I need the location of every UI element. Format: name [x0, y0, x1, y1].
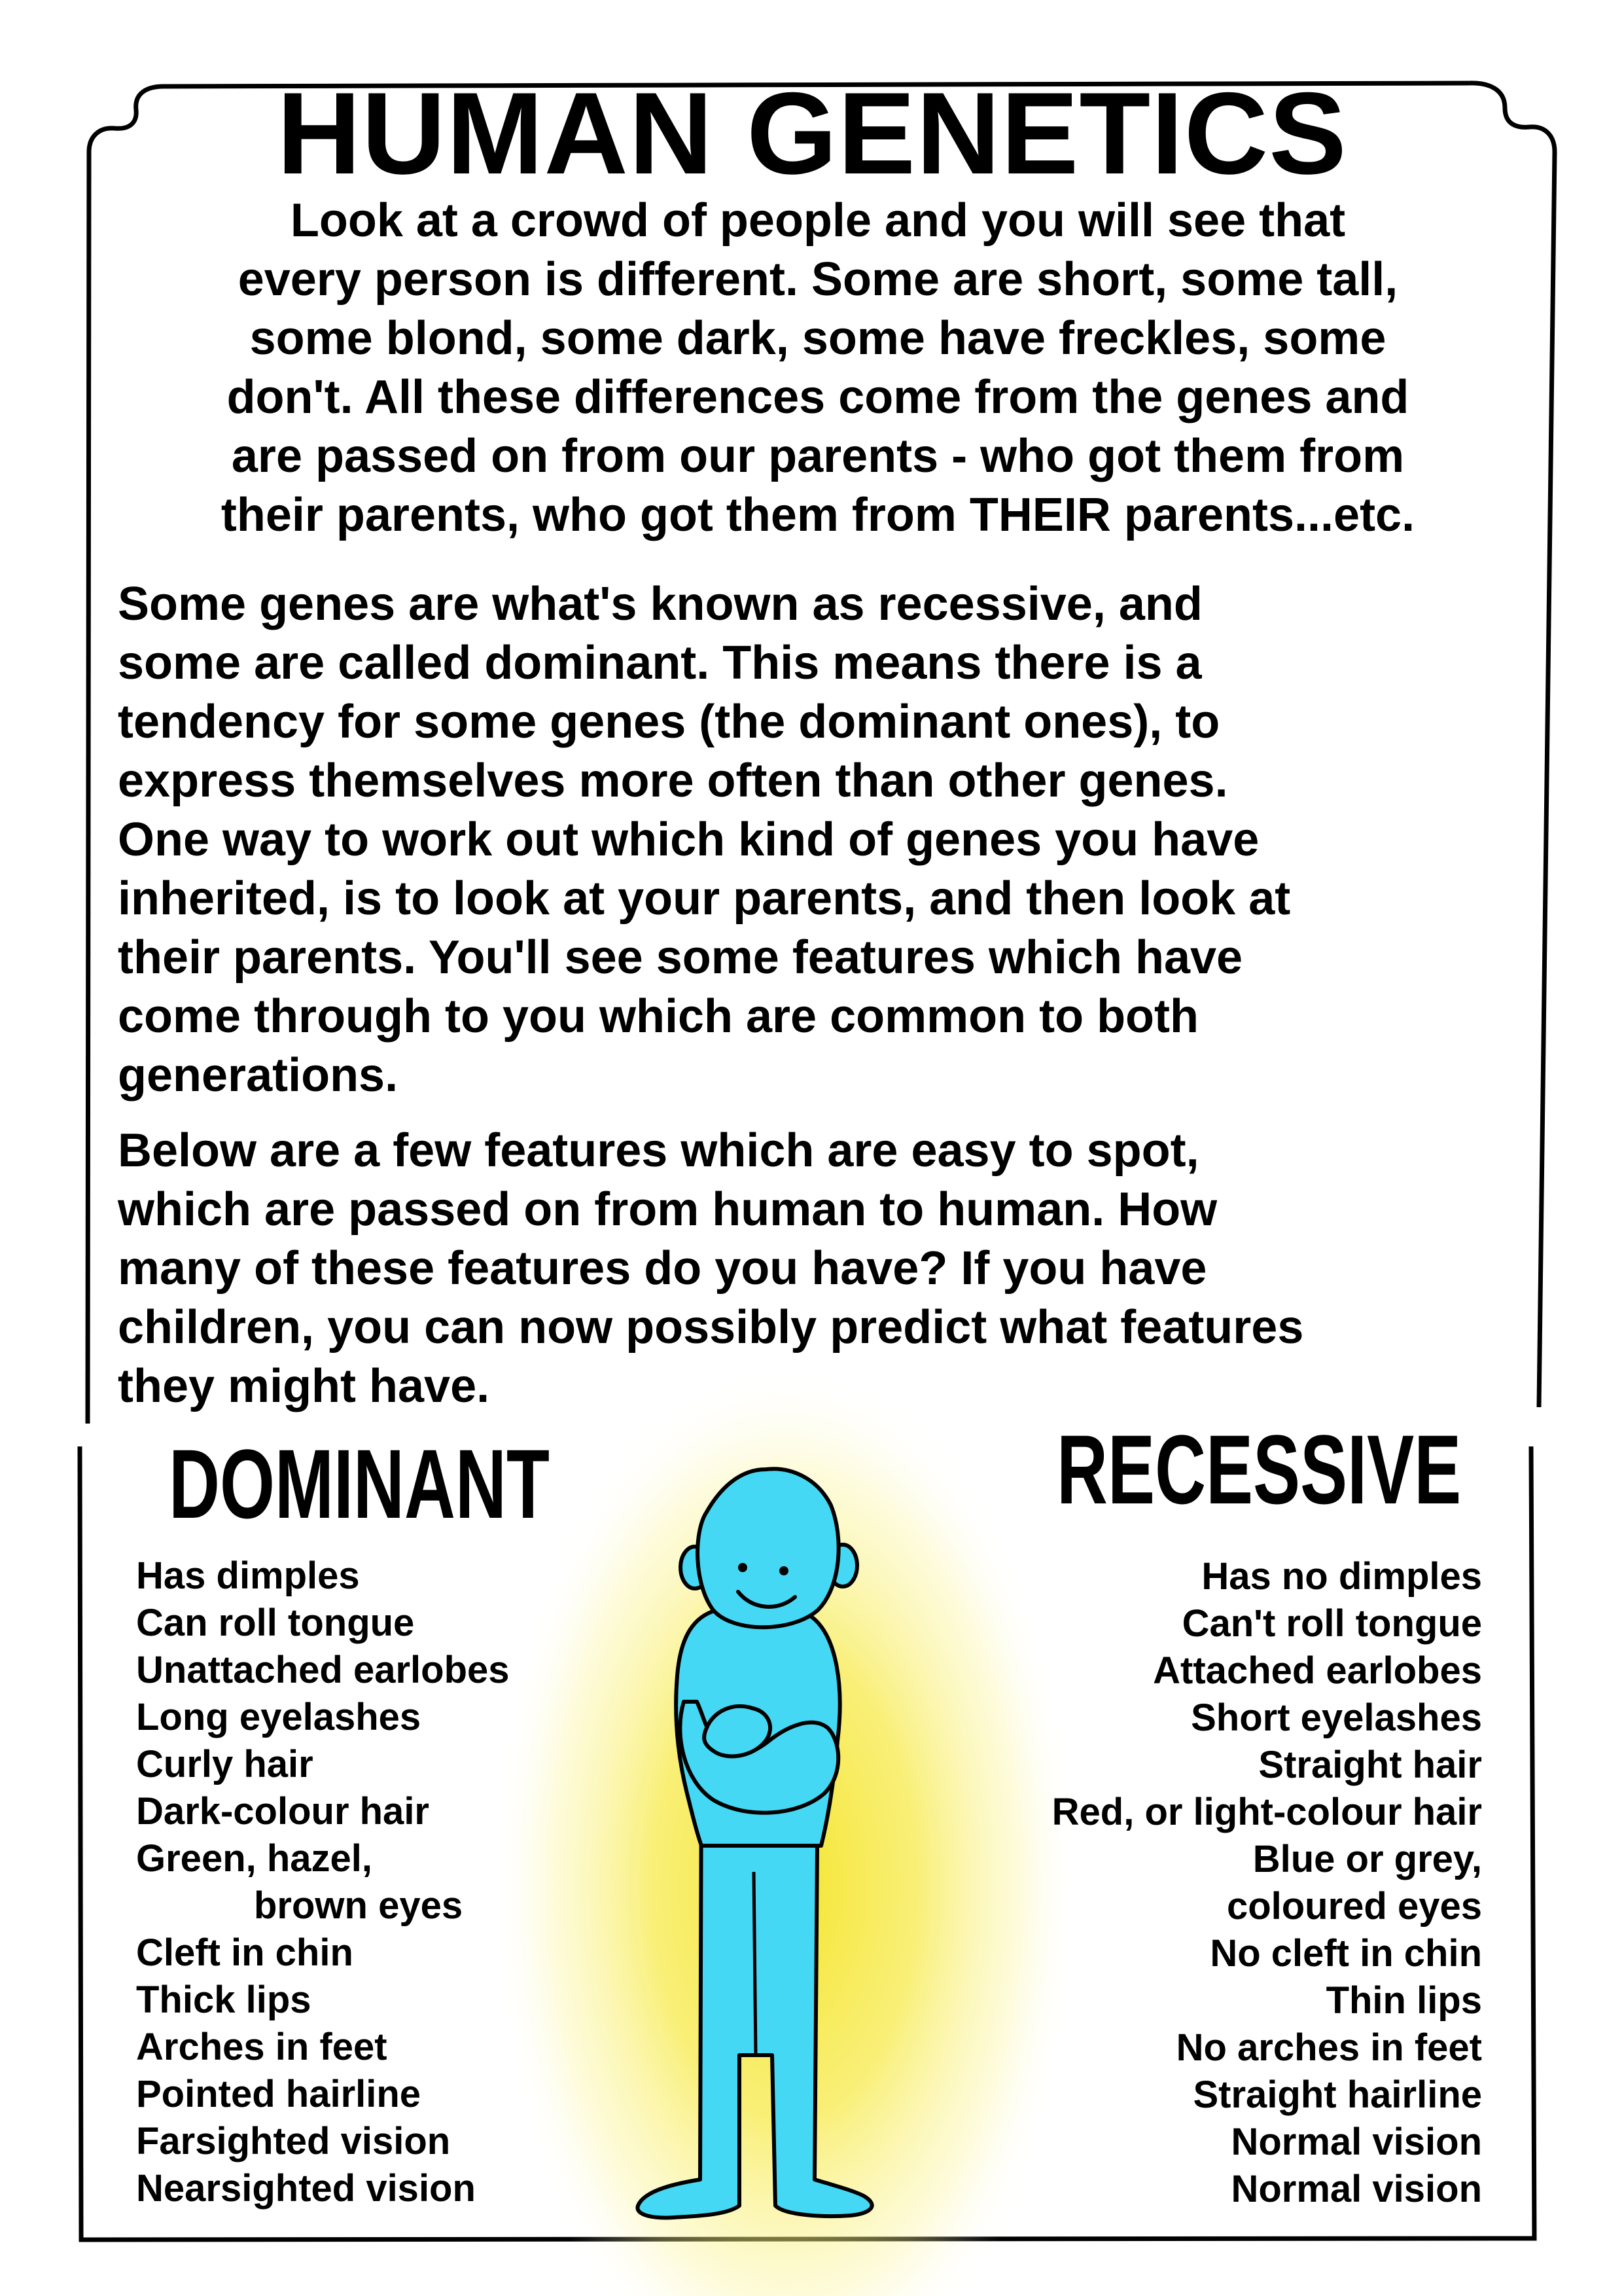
text-line: generations. [118, 1049, 398, 1102]
text-line: One way to work out which kind of genes you have [118, 814, 1260, 866]
recessive-heading: RECESSIVE [1057, 1414, 1462, 1524]
text-line: every person is different. Some are short, some tall, [238, 253, 1398, 306]
text-line: their parents, who got them from THEIR parents...etc. [221, 489, 1415, 541]
list-item: Blue or grey, [1252, 1838, 1482, 1880]
list-item: Pointed hairline [136, 2073, 421, 2115]
list-item: Unattached earlobes [136, 1649, 510, 1691]
text-line: which are passed on from human to human. How [118, 1183, 1218, 1236]
list-item: Has dimples [136, 1554, 360, 1597]
list-item: Normal vision [1231, 2121, 1482, 2163]
list-item: Long eyelashes [136, 1696, 421, 1738]
text-line: Below are a few features which are easy to spot, [118, 1124, 1199, 1177]
list-item: Can't roll tongue [1182, 1602, 1482, 1645]
text-line: they might have. [118, 1360, 490, 1412]
list-item: Curly hair [136, 1743, 313, 1785]
list-item: Green, hazel, [136, 1837, 373, 1880]
list-item: Arches in feet [136, 2026, 387, 2068]
list-item: Farsighted vision [136, 2120, 451, 2162]
dominant-heading: DOMINANT [169, 1429, 550, 1539]
list-item: coloured eyes [1226, 1885, 1482, 1928]
list-item: Thin lips [1326, 1979, 1482, 2022]
list-item: brown eyes [254, 1884, 463, 1927]
text-line: Some genes are what's known as recessive, and [118, 578, 1203, 630]
text-line: some are called dominant. This means there is a [118, 637, 1202, 689]
list-item: Short eyelashes [1191, 1696, 1482, 1739]
text-line: children, you can now possibly predict what features [118, 1301, 1304, 1354]
text-line: express themselves more often than other genes. [118, 755, 1228, 807]
list-item: Thick lips [136, 1979, 311, 2021]
text-line: come through to you which are common to both [118, 990, 1199, 1043]
list-item: No cleft in chin [1210, 1932, 1482, 1975]
list-item: Has no dimples [1201, 1555, 1482, 1598]
list-item: Normal vision [1231, 2168, 1482, 2210]
text-line: their parents. You'll see some features which have [118, 931, 1243, 984]
list-item: No arches in feet [1176, 2026, 1482, 2069]
text-line: tendency for some genes (the dominant ones), to [118, 696, 1220, 748]
list-item: Dark-colour hair [136, 1790, 429, 1833]
text-line: don't. All these differences come from the genes and [226, 371, 1409, 423]
list-item: Straight hair [1258, 1744, 1482, 1786]
page-title: HUMAN GENETICS [277, 68, 1347, 198]
list-item: Cleft in chin [136, 1931, 353, 1974]
list-item: Straight hairline [1193, 2073, 1482, 2116]
list-item: Attached earlobes [1153, 1649, 1482, 1692]
text-line: some blond, some dark, some have freckles, some [249, 312, 1386, 365]
text-line: are passed on from our parents - who got them from [231, 430, 1405, 482]
list-item: Nearsighted vision [136, 2167, 476, 2210]
list-item: Can roll tongue [136, 1602, 415, 1644]
text-line: inherited, is to look at your parents, and then look at [118, 872, 1291, 925]
text-line: Look at a crowd of people and you will see that [290, 194, 1346, 247]
list-item: Red, or light-colour hair [1051, 1791, 1482, 1833]
text-line: many of these features do you have? If you have [118, 1242, 1207, 1295]
